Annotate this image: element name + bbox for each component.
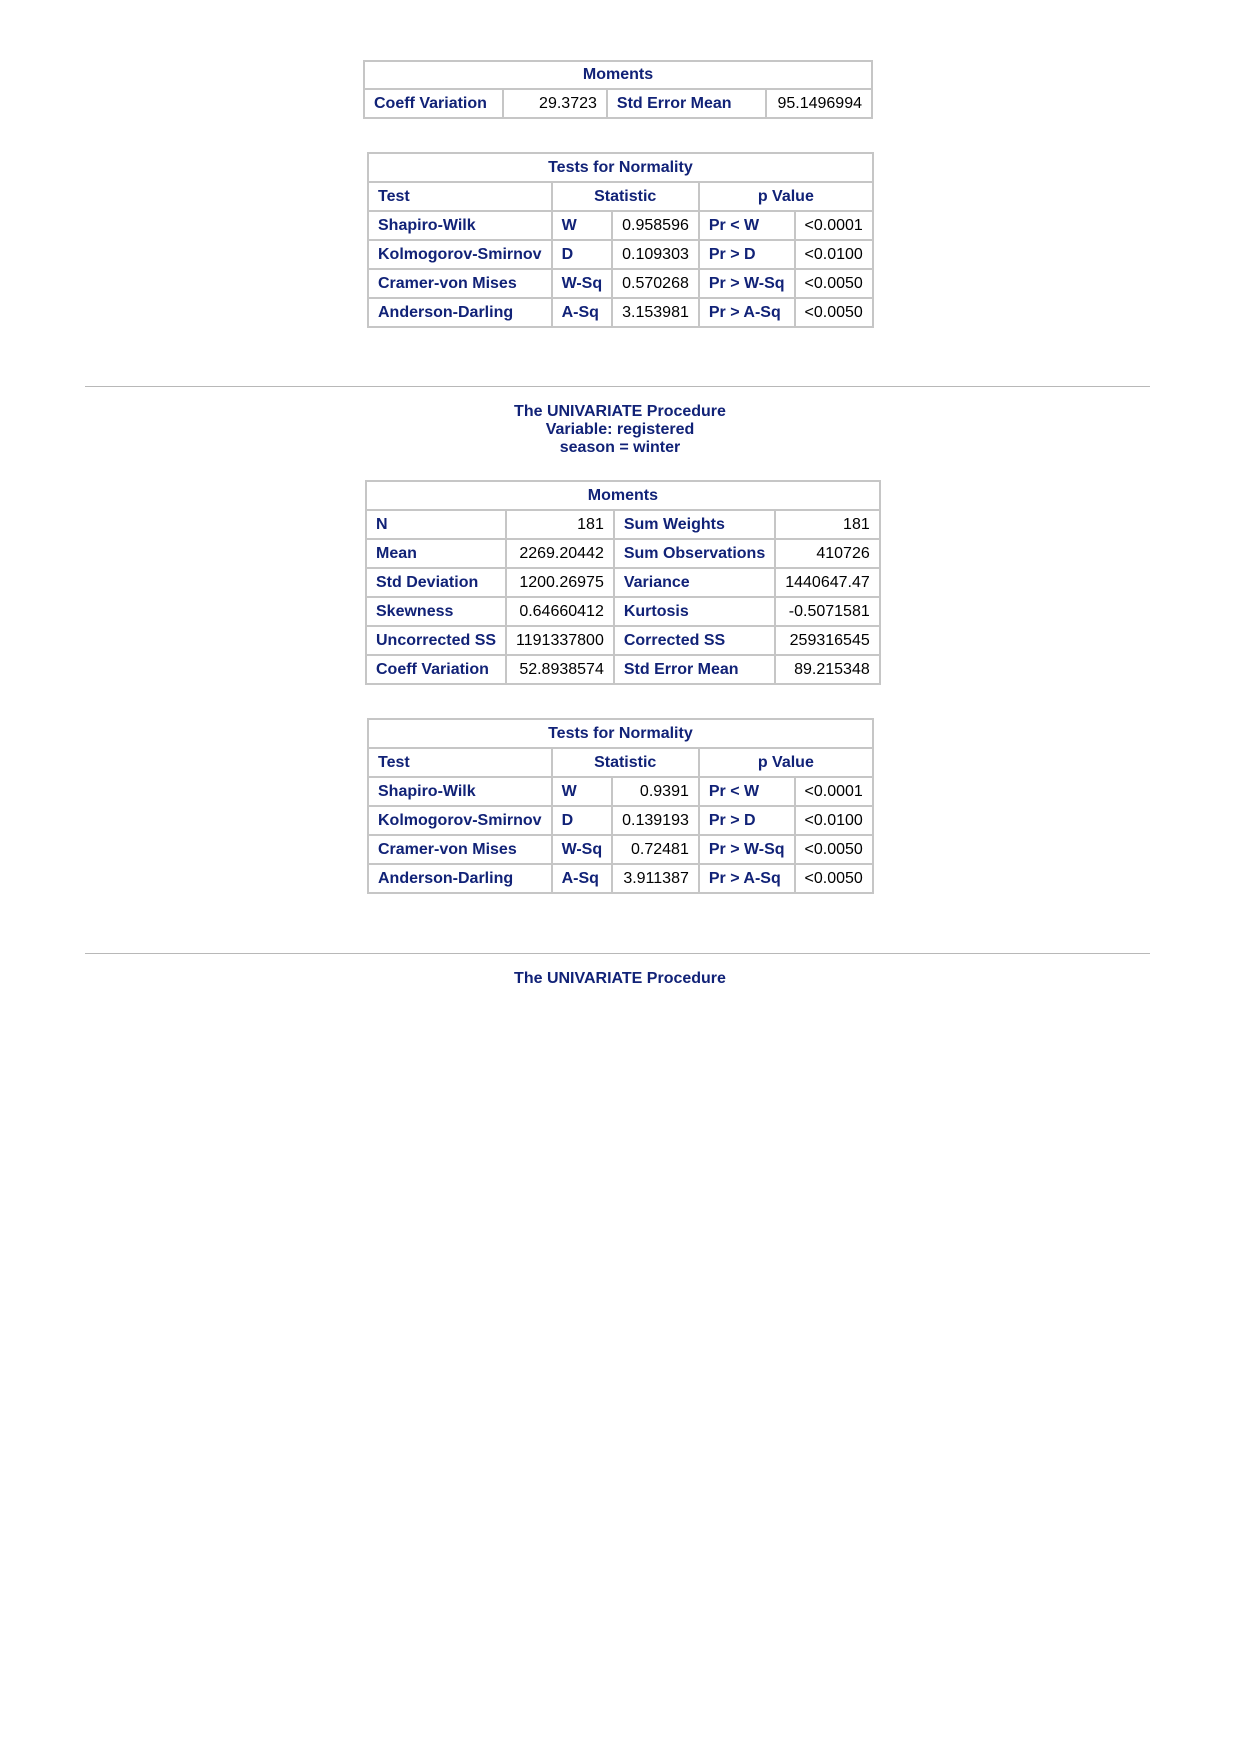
stat-label: Std Deviation (366, 568, 506, 597)
p-label: Pr > W-Sq (699, 835, 795, 864)
stat-value: 1200.26975 (506, 568, 614, 597)
normality-table-2 (367, 718, 874, 894)
procedure-title: The UNIVARIATE Procedure (514, 970, 726, 987)
stat-label: Coeff Variation (364, 89, 503, 118)
moments-title: Moments (366, 481, 880, 510)
table-row (366, 626, 880, 655)
statistic-value: 0.109303 (612, 240, 699, 269)
stat-value: 1191337800 (506, 626, 614, 655)
table-row (368, 806, 873, 835)
table-row (368, 269, 873, 298)
statistic-value: 0.139193 (612, 806, 699, 835)
test-name: Anderson-Darling (368, 864, 552, 893)
statistic-value: 0.570268 (612, 269, 699, 298)
table-row (368, 298, 873, 327)
stat-label: Std Error Mean (607, 89, 766, 118)
table-row (366, 655, 880, 684)
statistic-symbol: D (552, 806, 613, 835)
page-divider (85, 386, 1150, 387)
table-row (368, 777, 873, 806)
stat-value: 181 (775, 510, 880, 539)
moments-table-1 (363, 60, 873, 119)
table-row (368, 835, 873, 864)
p-label: Pr < W (699, 211, 795, 240)
p-label: Pr > A-Sq (699, 298, 795, 327)
test-name: Shapiro-Wilk (368, 211, 552, 240)
statistic-value: 0.9391 (612, 777, 699, 806)
statistic-value: 0.958596 (612, 211, 699, 240)
column-header: Test (368, 182, 552, 211)
table-row (366, 597, 880, 626)
p-value: <0.0050 (795, 298, 873, 327)
stat-label: Mean (366, 539, 506, 568)
p-value: <0.0050 (795, 835, 873, 864)
p-label: Pr > D (699, 240, 795, 269)
stat-value: 95.1496994 (766, 89, 872, 118)
statistic-value: 0.72481 (612, 835, 699, 864)
statistic-value: 3.911387 (612, 864, 699, 893)
stat-label: Std Error Mean (614, 655, 775, 684)
test-name: Shapiro-Wilk (368, 777, 552, 806)
column-header: Statistic (552, 182, 699, 211)
p-value: <0.0100 (795, 806, 873, 835)
table-row (366, 568, 880, 597)
stat-label: Sum Observations (614, 539, 775, 568)
p-label: Pr > W-Sq (699, 269, 795, 298)
moments-table-2 (365, 480, 881, 685)
normality-title: Tests for Normality (368, 153, 873, 182)
statistic-symbol: W-Sq (552, 835, 613, 864)
p-value: <0.0050 (795, 269, 873, 298)
p-value: <0.0100 (795, 240, 873, 269)
stat-value: 2269.20442 (506, 539, 614, 568)
table-row (368, 240, 873, 269)
procedure-title: The UNIVARIATE Procedure (514, 403, 726, 420)
test-name: Cramer-von Mises (368, 269, 552, 298)
by-group-title: season = winter (559, 439, 681, 456)
statistic-symbol: W (552, 777, 613, 806)
stat-value: 29.3723 (503, 89, 607, 118)
moments-title: Moments (364, 61, 872, 89)
stat-value: 181 (506, 510, 614, 539)
stat-label: Skewness (366, 597, 506, 626)
column-header: p Value (699, 182, 873, 211)
p-value: <0.0050 (795, 864, 873, 893)
test-name: Kolmogorov-Smirnov (368, 806, 552, 835)
table-row (368, 864, 873, 893)
stat-label: Sum Weights (614, 510, 775, 539)
stat-label: Coeff Variation (366, 655, 506, 684)
statistic-symbol: A-Sq (552, 298, 613, 327)
p-label: Pr < W (699, 777, 795, 806)
page-divider (85, 953, 1150, 954)
stat-value: 259316545 (775, 626, 880, 655)
stat-label: N (366, 510, 506, 539)
stat-value: -0.5071581 (775, 597, 880, 626)
statistic-symbol: D (552, 240, 613, 269)
column-header: Test (368, 748, 552, 777)
stat-label: Corrected SS (614, 626, 775, 655)
statistic-symbol: W-Sq (552, 269, 613, 298)
column-header: p Value (699, 748, 873, 777)
table-row (368, 211, 873, 240)
statistic-value: 3.153981 (612, 298, 699, 327)
test-name: Kolmogorov-Smirnov (368, 240, 552, 269)
p-label: Pr > D (699, 806, 795, 835)
p-label: Pr > A-Sq (699, 864, 795, 893)
table-row (366, 510, 880, 539)
stat-value: 89.215348 (775, 655, 880, 684)
p-value: <0.0001 (795, 777, 873, 806)
statistic-symbol: W (552, 211, 613, 240)
p-value: <0.0001 (795, 211, 873, 240)
test-name: Anderson-Darling (368, 298, 552, 327)
variable-title: Variable: registered (545, 421, 695, 438)
stat-value: 1440647.47 (775, 568, 880, 597)
stat-value: 52.8938574 (506, 655, 614, 684)
stat-value: 0.64660412 (506, 597, 614, 626)
stat-label: Uncorrected SS (366, 626, 506, 655)
stat-label: Kurtosis (614, 597, 775, 626)
normality-title: Tests for Normality (368, 719, 873, 748)
statistic-symbol: A-Sq (552, 864, 613, 893)
stat-value: 410726 (775, 539, 880, 568)
column-header: Statistic (552, 748, 699, 777)
table-row (366, 539, 880, 568)
stat-label: Variance (614, 568, 775, 597)
test-name: Cramer-von Mises (368, 835, 552, 864)
normality-table-1 (367, 152, 874, 328)
